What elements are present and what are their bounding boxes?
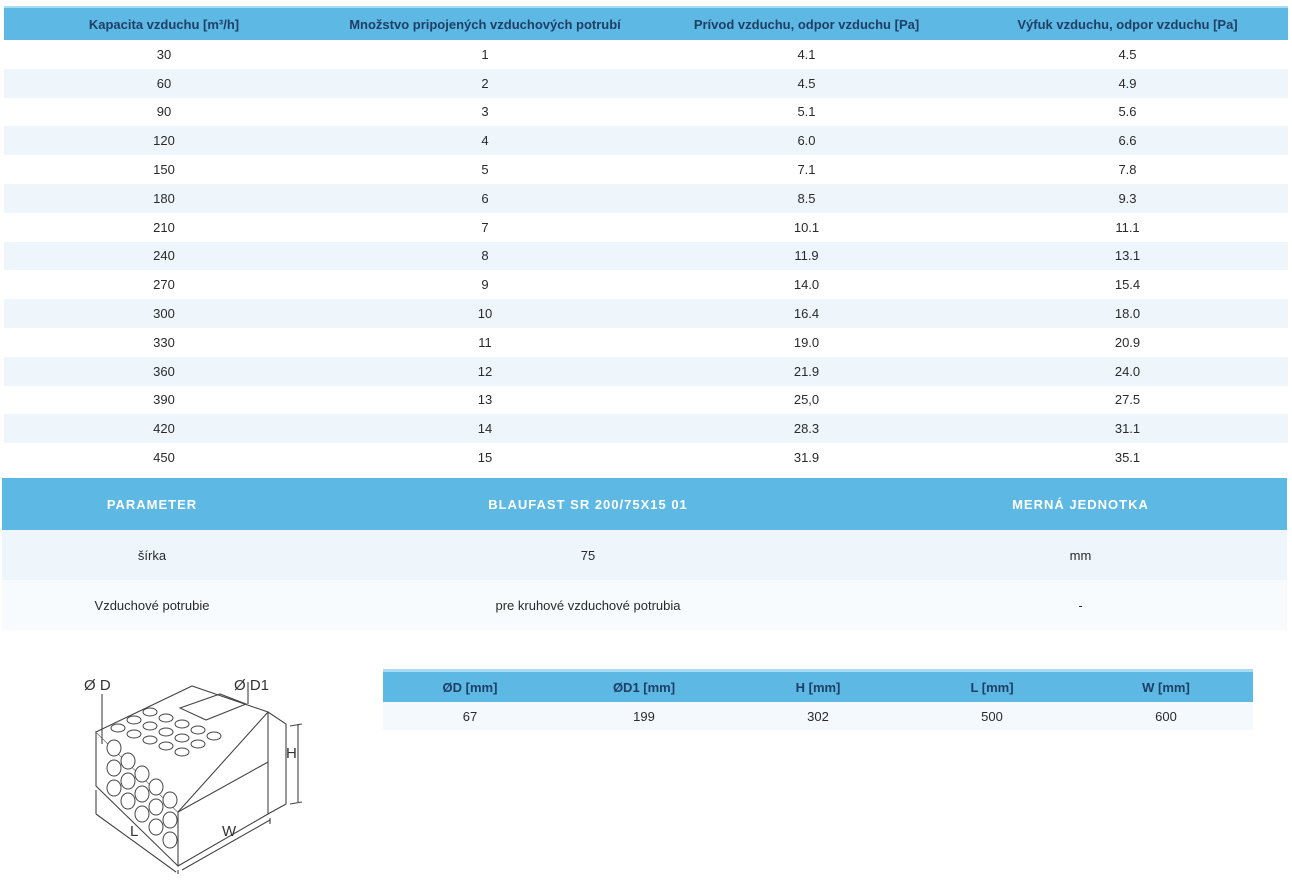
table-cell: 4.5 <box>646 69 967 98</box>
duct-opening-icon <box>163 832 177 848</box>
duct-opening-icon <box>163 792 177 808</box>
table-cell: 18.0 <box>967 299 1288 328</box>
air-resistance-table <box>4 6 1288 472</box>
table-cell: 28.3 <box>646 414 967 443</box>
table-row <box>4 69 1288 98</box>
table-row <box>4 126 1288 155</box>
table-header-row <box>4 7 1288 40</box>
table-cell: 7 <box>324 213 646 242</box>
label-d: Ø D <box>84 677 111 694</box>
table-header-row <box>2 478 1287 530</box>
table-cell: 16.4 <box>646 299 967 328</box>
label-l: L <box>130 823 139 840</box>
table-cell: 120 <box>4 126 324 155</box>
duct-opening-icon <box>143 722 157 730</box>
header-supply-resistance: Prívod vzduchu, odpor vzduchu [Pa] <box>646 7 967 40</box>
table-cell: 60 <box>4 69 324 98</box>
table-row <box>383 702 1253 730</box>
header-unit: MERNÁ JEDNOTKA <box>874 478 1287 530</box>
table-cell: 210 <box>4 213 324 242</box>
header-d: ØD [mm] <box>383 671 557 703</box>
table-header-row <box>383 671 1253 703</box>
table-cell: 24.0 <box>967 357 1288 386</box>
table-cell: 31.9 <box>646 443 967 472</box>
table-cell: 7.1 <box>646 155 967 184</box>
header-duct-count: Množstvo pripojených vzduchových potrubí <box>324 7 646 40</box>
table-cell: 5 <box>324 155 646 184</box>
table-row <box>4 213 1288 242</box>
header-air-capacity: Kapacita vzduchu [m³/h] <box>4 7 324 40</box>
table-cell: 330 <box>4 328 324 357</box>
duct-opening-icon <box>135 806 149 822</box>
label-h: H <box>286 745 297 762</box>
table-row <box>4 386 1288 415</box>
table-row <box>2 580 1287 630</box>
table-cell: 21.9 <box>646 357 967 386</box>
table-cell: 180 <box>4 184 324 213</box>
duct-opening-icon <box>163 812 177 828</box>
table-cell: 5.1 <box>646 98 967 127</box>
dimension-table <box>383 669 1253 730</box>
duct-opening-icon <box>159 742 173 750</box>
duct-opening-icon <box>107 780 121 796</box>
duct-opening-icon <box>143 736 157 744</box>
table-cell: mm <box>874 530 1287 580</box>
table-row <box>2 530 1287 580</box>
table-cell: 6.6 <box>967 126 1288 155</box>
table-cell: 15.4 <box>967 270 1288 299</box>
table-cell: 300 <box>4 299 324 328</box>
table-cell: 20.9 <box>967 328 1288 357</box>
duct-opening-icon <box>127 730 141 738</box>
table-cell: 7.8 <box>967 155 1288 184</box>
table-cell: 10.1 <box>646 213 967 242</box>
table-cell: 15 <box>324 443 646 472</box>
table-row <box>4 328 1288 357</box>
table-cell: 10 <box>324 299 646 328</box>
duct-opening-icon <box>191 740 205 748</box>
header-l: L [mm] <box>905 671 1079 703</box>
table-cell: 9 <box>324 270 646 299</box>
table-cell: 67 <box>383 702 557 730</box>
table-cell: 4.5 <box>967 40 1288 69</box>
table-cell: 390 <box>4 386 324 415</box>
duct-opening-icon <box>159 714 173 722</box>
table-cell: 302 <box>731 702 905 730</box>
header-h: H [mm] <box>731 671 905 703</box>
table-cell: 13 <box>324 386 646 415</box>
table-cell: 11.1 <box>967 213 1288 242</box>
table-cell: - <box>874 580 1287 630</box>
duct-opening-icon <box>175 734 189 742</box>
header-parameter: PARAMETER <box>2 478 302 530</box>
duct-opening-icon <box>107 760 121 776</box>
table-cell: 500 <box>905 702 1079 730</box>
table-cell: šírka <box>2 530 302 580</box>
table-row <box>4 357 1288 386</box>
table-cell: 3 <box>324 98 646 127</box>
table-cell: 30 <box>4 40 324 69</box>
table-row <box>4 98 1288 127</box>
table-cell: Vzduchové potrubie <box>2 580 302 630</box>
table-cell: 13.1 <box>967 242 1288 271</box>
table-cell: 9.3 <box>967 184 1288 213</box>
table-cell: 6.0 <box>646 126 967 155</box>
table-cell: 270 <box>4 270 324 299</box>
table-cell: 31.1 <box>967 414 1288 443</box>
header-w: W [mm] <box>1079 671 1253 703</box>
header-d1: ØD1 [mm] <box>557 671 731 703</box>
table-row <box>4 242 1288 271</box>
header-product: BLAUFAST SR 200/75X15 01 <box>302 478 874 530</box>
table-cell: 27.5 <box>967 386 1288 415</box>
table-cell: 25,0 <box>646 386 967 415</box>
duct-opening-icon <box>111 724 125 732</box>
table-cell: 11 <box>324 328 646 357</box>
table-cell: 11.9 <box>646 242 967 271</box>
table-cell: 600 <box>1079 702 1253 730</box>
table-cell: 4 <box>324 126 646 155</box>
duct-opening-icon <box>107 740 121 756</box>
duct-opening-icon <box>175 720 189 728</box>
table-cell: 12 <box>324 357 646 386</box>
table-cell: 75 <box>302 530 874 580</box>
table-cell: 8 <box>324 242 646 271</box>
table-cell: 8.5 <box>646 184 967 213</box>
table-row <box>4 414 1288 443</box>
table-cell: 14.0 <box>646 270 967 299</box>
table-cell: 5.6 <box>967 98 1288 127</box>
duct-opening-icon <box>127 716 141 724</box>
table-cell: 2 <box>324 69 646 98</box>
duct-opening-icon <box>121 753 135 769</box>
table-cell: 240 <box>4 242 324 271</box>
table-row <box>4 270 1288 299</box>
table-cell: 14 <box>324 414 646 443</box>
duct-opening-icon <box>135 766 149 782</box>
duct-opening-icon <box>191 726 205 734</box>
table-cell: 90 <box>4 98 324 127</box>
duct-opening-icon <box>175 748 189 756</box>
parameter-table <box>2 478 1287 630</box>
table-row <box>4 299 1288 328</box>
duct-opening-icon <box>149 799 163 815</box>
duct-opening-icon <box>135 786 149 802</box>
table-cell: 420 <box>4 414 324 443</box>
table-cell: 1 <box>324 40 646 69</box>
duct-opening-icon <box>207 732 221 740</box>
table-cell: pre kruhové vzduchové potrubia <box>302 580 874 630</box>
label-d1: Ø D1 <box>234 677 270 694</box>
duct-opening-icon <box>149 819 163 835</box>
table-cell: 4.9 <box>967 69 1288 98</box>
table-row <box>4 40 1288 69</box>
duct-opening-icon <box>121 773 135 789</box>
table-row <box>4 155 1288 184</box>
table-cell: 4.1 <box>646 40 967 69</box>
table-row <box>4 443 1288 472</box>
duct-opening-icon <box>159 728 173 736</box>
duct-opening-icon <box>121 793 135 809</box>
table-cell: 199 <box>557 702 731 730</box>
table-row <box>4 184 1288 213</box>
header-exhaust-resistance: Výfuk vzduchu, odpor vzduchu [Pa] <box>967 7 1288 40</box>
duct-opening-icon <box>149 779 163 795</box>
table-cell: 360 <box>4 357 324 386</box>
table-cell: 450 <box>4 443 324 472</box>
table-cell: 19.0 <box>646 328 967 357</box>
label-w: W <box>222 823 237 840</box>
table-cell: 6 <box>324 184 646 213</box>
table-cell: 150 <box>4 155 324 184</box>
plenum-box-drawing <box>70 664 320 876</box>
table-cell: 35.1 <box>967 443 1288 472</box>
duct-opening-icon <box>143 708 157 716</box>
